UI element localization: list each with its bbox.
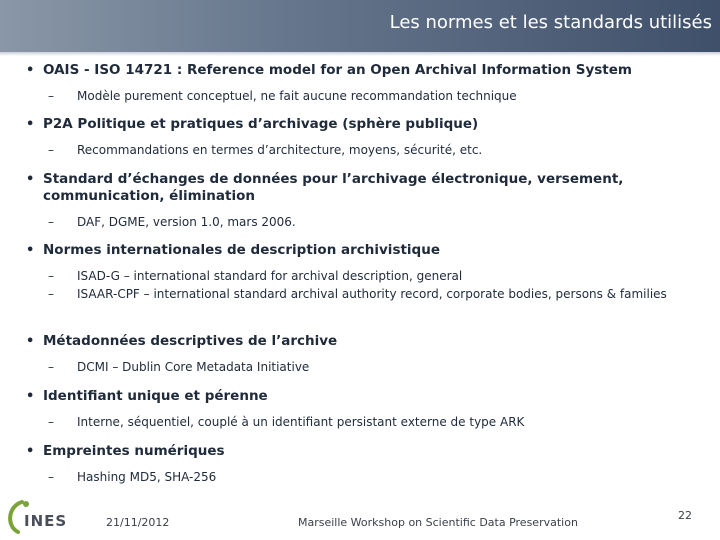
bullet-text <box>26 62 696 79</box>
bullet-dot-icon: • <box>26 444 35 459</box>
bullet-label: OAIS - ISO 14721 : Reference model for an Open Archival Information System <box>43 62 632 78</box>
sub-bullet-label: ISAAR-CPF – international standard archival authority record, corporate bodies, persons & families <box>77 287 667 301</box>
sub-bullet-label: Recommandations en termes d’architecture, moyens, sécurité, etc. <box>77 143 483 157</box>
bullet-dot-icon: • <box>26 63 35 78</box>
bullet-text <box>26 388 696 405</box>
sub-bullet-label: ISAD-G – international standard for archival description, general <box>77 269 463 283</box>
sub-bullet-label: DCMI – Dublin Core Metadata Initiative <box>77 360 310 374</box>
dash-icon: – <box>48 215 54 229</box>
dash-icon: – <box>48 415 54 429</box>
slide-title: Les normes et les standards utilisés <box>389 12 712 33</box>
bullet-label: Normes internationales de description archivistique <box>43 242 440 258</box>
logo-text: INES <box>24 512 68 530</box>
bullet-item <box>26 333 696 374</box>
bullet-item <box>26 443 696 484</box>
bullet-label: P2A Politique et pratiques d’archivage (sphère publique) <box>43 116 479 132</box>
bullet-label: Métadonnées descriptives de l’archive <box>43 333 338 349</box>
bullet-label: Identifiant unique et pérenne <box>43 388 268 404</box>
bullet-dot-icon: • <box>26 117 35 132</box>
sub-bullet-label: Hashing MD5, SHA-256 <box>77 470 217 484</box>
bullet-dot-icon: • <box>26 243 35 258</box>
bullet-label: Empreintes numériques <box>43 443 225 459</box>
dash-icon: – <box>48 269 54 283</box>
sub-bullet <box>48 269 696 283</box>
dash-icon: – <box>48 360 54 374</box>
bullet-text <box>26 333 696 350</box>
logo-arc-icon <box>10 502 22 532</box>
bullet-text <box>26 171 696 205</box>
bullet-item <box>26 116 696 157</box>
sub-bullet-label: Modèle purement conceptuel, ne fait aucune recommandation technique <box>77 89 517 103</box>
bullet-label: Standard d’échanges de données pour l’archivage électronique, versement, communication, élimination <box>43 171 624 204</box>
bullet-item <box>26 62 696 103</box>
footer-event: Marseille Workshop on Scientific Data Preservation <box>298 516 578 529</box>
bullet-item <box>26 242 696 301</box>
sub-bullet-label: Interne, séquentiel, couplé à un identifiant persistant externe de type ARK <box>77 415 525 429</box>
bullet-dot-icon: • <box>26 172 35 187</box>
sub-bullet-label: DAF, DGME, version 1.0, mars 2006. <box>77 215 296 229</box>
bullet-text <box>26 443 696 460</box>
bullet-item <box>26 171 696 229</box>
logo-dot-icon <box>23 501 29 507</box>
dash-icon: – <box>48 287 54 301</box>
header-divider <box>0 52 720 56</box>
sub-bullet <box>48 89 696 103</box>
footer-date: 21/11/2012 <box>106 516 170 529</box>
dash-icon: – <box>48 143 54 157</box>
bullet-text <box>26 116 696 133</box>
dash-icon: – <box>48 89 54 103</box>
page-number: 22 <box>678 509 692 522</box>
bullet-item <box>26 388 696 429</box>
sub-bullet <box>48 415 696 429</box>
dash-icon: – <box>48 470 54 484</box>
sub-bullet <box>48 143 696 157</box>
sub-bullet <box>48 287 696 301</box>
bullet-text <box>26 242 696 259</box>
sub-bullet <box>48 215 696 229</box>
sub-bullet <box>48 360 696 374</box>
bullet-dot-icon: • <box>26 334 35 349</box>
sub-bullet <box>48 470 696 484</box>
slide-footer <box>0 490 720 540</box>
bullet-dot-icon: • <box>26 389 35 404</box>
